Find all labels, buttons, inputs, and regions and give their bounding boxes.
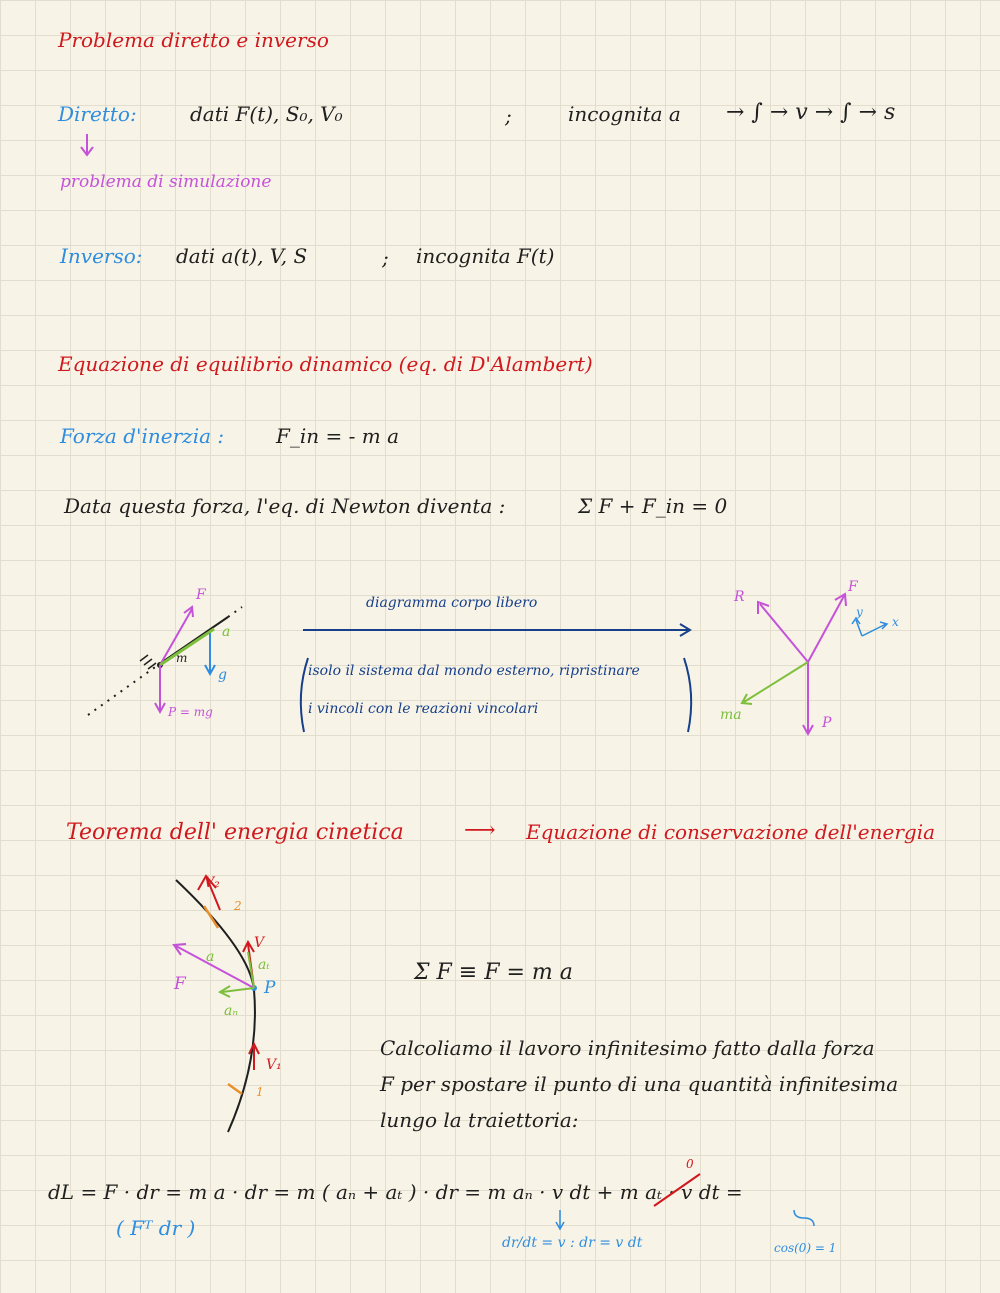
curve-label-2: 2 [234, 899, 242, 913]
lavoro-text-line2: F per spostare il punto di una quantità infinitesima [380, 1072, 899, 1096]
free-body-arrow [300, 622, 700, 742]
diagram2-label-F: F [848, 579, 858, 595]
diagram1-label-g: g [218, 667, 227, 683]
inerzia-label: Forza d'inerzia : [60, 424, 225, 448]
lavoro-text-line1: Calcoliamo il lavoro infinitesimo fatto dalla forza [380, 1036, 875, 1060]
problema-title: Problema diretto e inverso [58, 28, 329, 52]
cos-note: cos(0) = 1 [774, 1241, 837, 1255]
diretto-label: Diretto: [58, 102, 137, 126]
curve-label-v1: V₁ [266, 1057, 282, 1073]
diagram-arrow-label: diagramma corpo libero [366, 595, 538, 611]
lavoro-text-line3: lungo la traiettoria: [380, 1108, 579, 1132]
dl-sub: ( Fᵀ dr ) [116, 1216, 196, 1240]
inverso-dati: dati a(t), V, S [176, 244, 308, 268]
dl-equation: dL = F · dr = m a · dr = m ( aₙ + aₜ ) · dr = m aₙ · v dt + m aₜ · v dt = [48, 1180, 743, 1204]
inverso-label: Inverso: [60, 244, 143, 268]
diretto-note: problema di simulazione [60, 172, 272, 192]
diagram2-label-ma: ma [720, 707, 742, 723]
bracket-line2: i vincoli con le reazioni vincolari [308, 701, 539, 717]
energia-arrow: ⟶ [464, 818, 496, 843]
energia-title-left: Teorema dell' energia cinetica [66, 820, 404, 845]
curve-label-F: F [174, 974, 186, 994]
diretto-semicolon: ; [505, 104, 512, 128]
diretto-incognita: incognita a [568, 102, 681, 126]
diretto-dati: dati F(t), S₀, V₀ [190, 102, 343, 126]
curve-label-P: P [264, 978, 276, 998]
curve-label-1: 1 [256, 1085, 264, 1099]
diagram1-label-F: F [196, 587, 206, 603]
diagram2-label-y: y [856, 605, 863, 619]
inverso-incognita: incognita F(t) [416, 244, 555, 268]
dr-note: dr/dt = v : dr = v dt [502, 1235, 643, 1251]
lavoro-formula: Σ F ≡ F = m a [414, 960, 573, 985]
curve-label-v: V [254, 935, 265, 951]
energia-title-right: Equazione di conservazione dell'energia [526, 820, 936, 844]
curve-label-v2: V₂ [204, 875, 220, 891]
diagram1-label-P: P = mg [168, 705, 213, 719]
cancel-strike [650, 1170, 710, 1210]
diagram1-label-a: a [222, 624, 231, 640]
curve-label-a: a [206, 949, 215, 965]
diagram2-label-P: P [822, 715, 832, 731]
diretto-chain: → ∫ → v → ∫ → s [726, 100, 896, 125]
annotation-arrows [550, 1208, 810, 1238]
free-body-diagram [720, 580, 920, 740]
curve-label-at: aₜ [258, 957, 270, 973]
newton-formula: Σ F + F_in = 0 [578, 494, 728, 518]
dalambert-title: Equazione di equilibrio dinamico (eq. di D'Alambert) [58, 352, 593, 376]
inverso-semicolon: ; [382, 246, 389, 270]
diagram2-label-R: R [734, 589, 745, 605]
curve-label-an: aₙ [224, 1003, 239, 1019]
newton-text: Data questa forza, l'eq. di Newton diventa : [64, 494, 506, 518]
zero-mark: 0 [686, 1157, 694, 1171]
bracket-line1: isolo il sistema dal mondo esterno, ripristinare [308, 663, 640, 679]
inclined-plane-diagram [80, 585, 260, 725]
diagram1-label-m: m [176, 651, 188, 665]
inerzia-formula: F_in = - m a [276, 424, 399, 448]
diagram2-label-x: x [892, 615, 899, 629]
down-arrow-icon [78, 132, 98, 162]
